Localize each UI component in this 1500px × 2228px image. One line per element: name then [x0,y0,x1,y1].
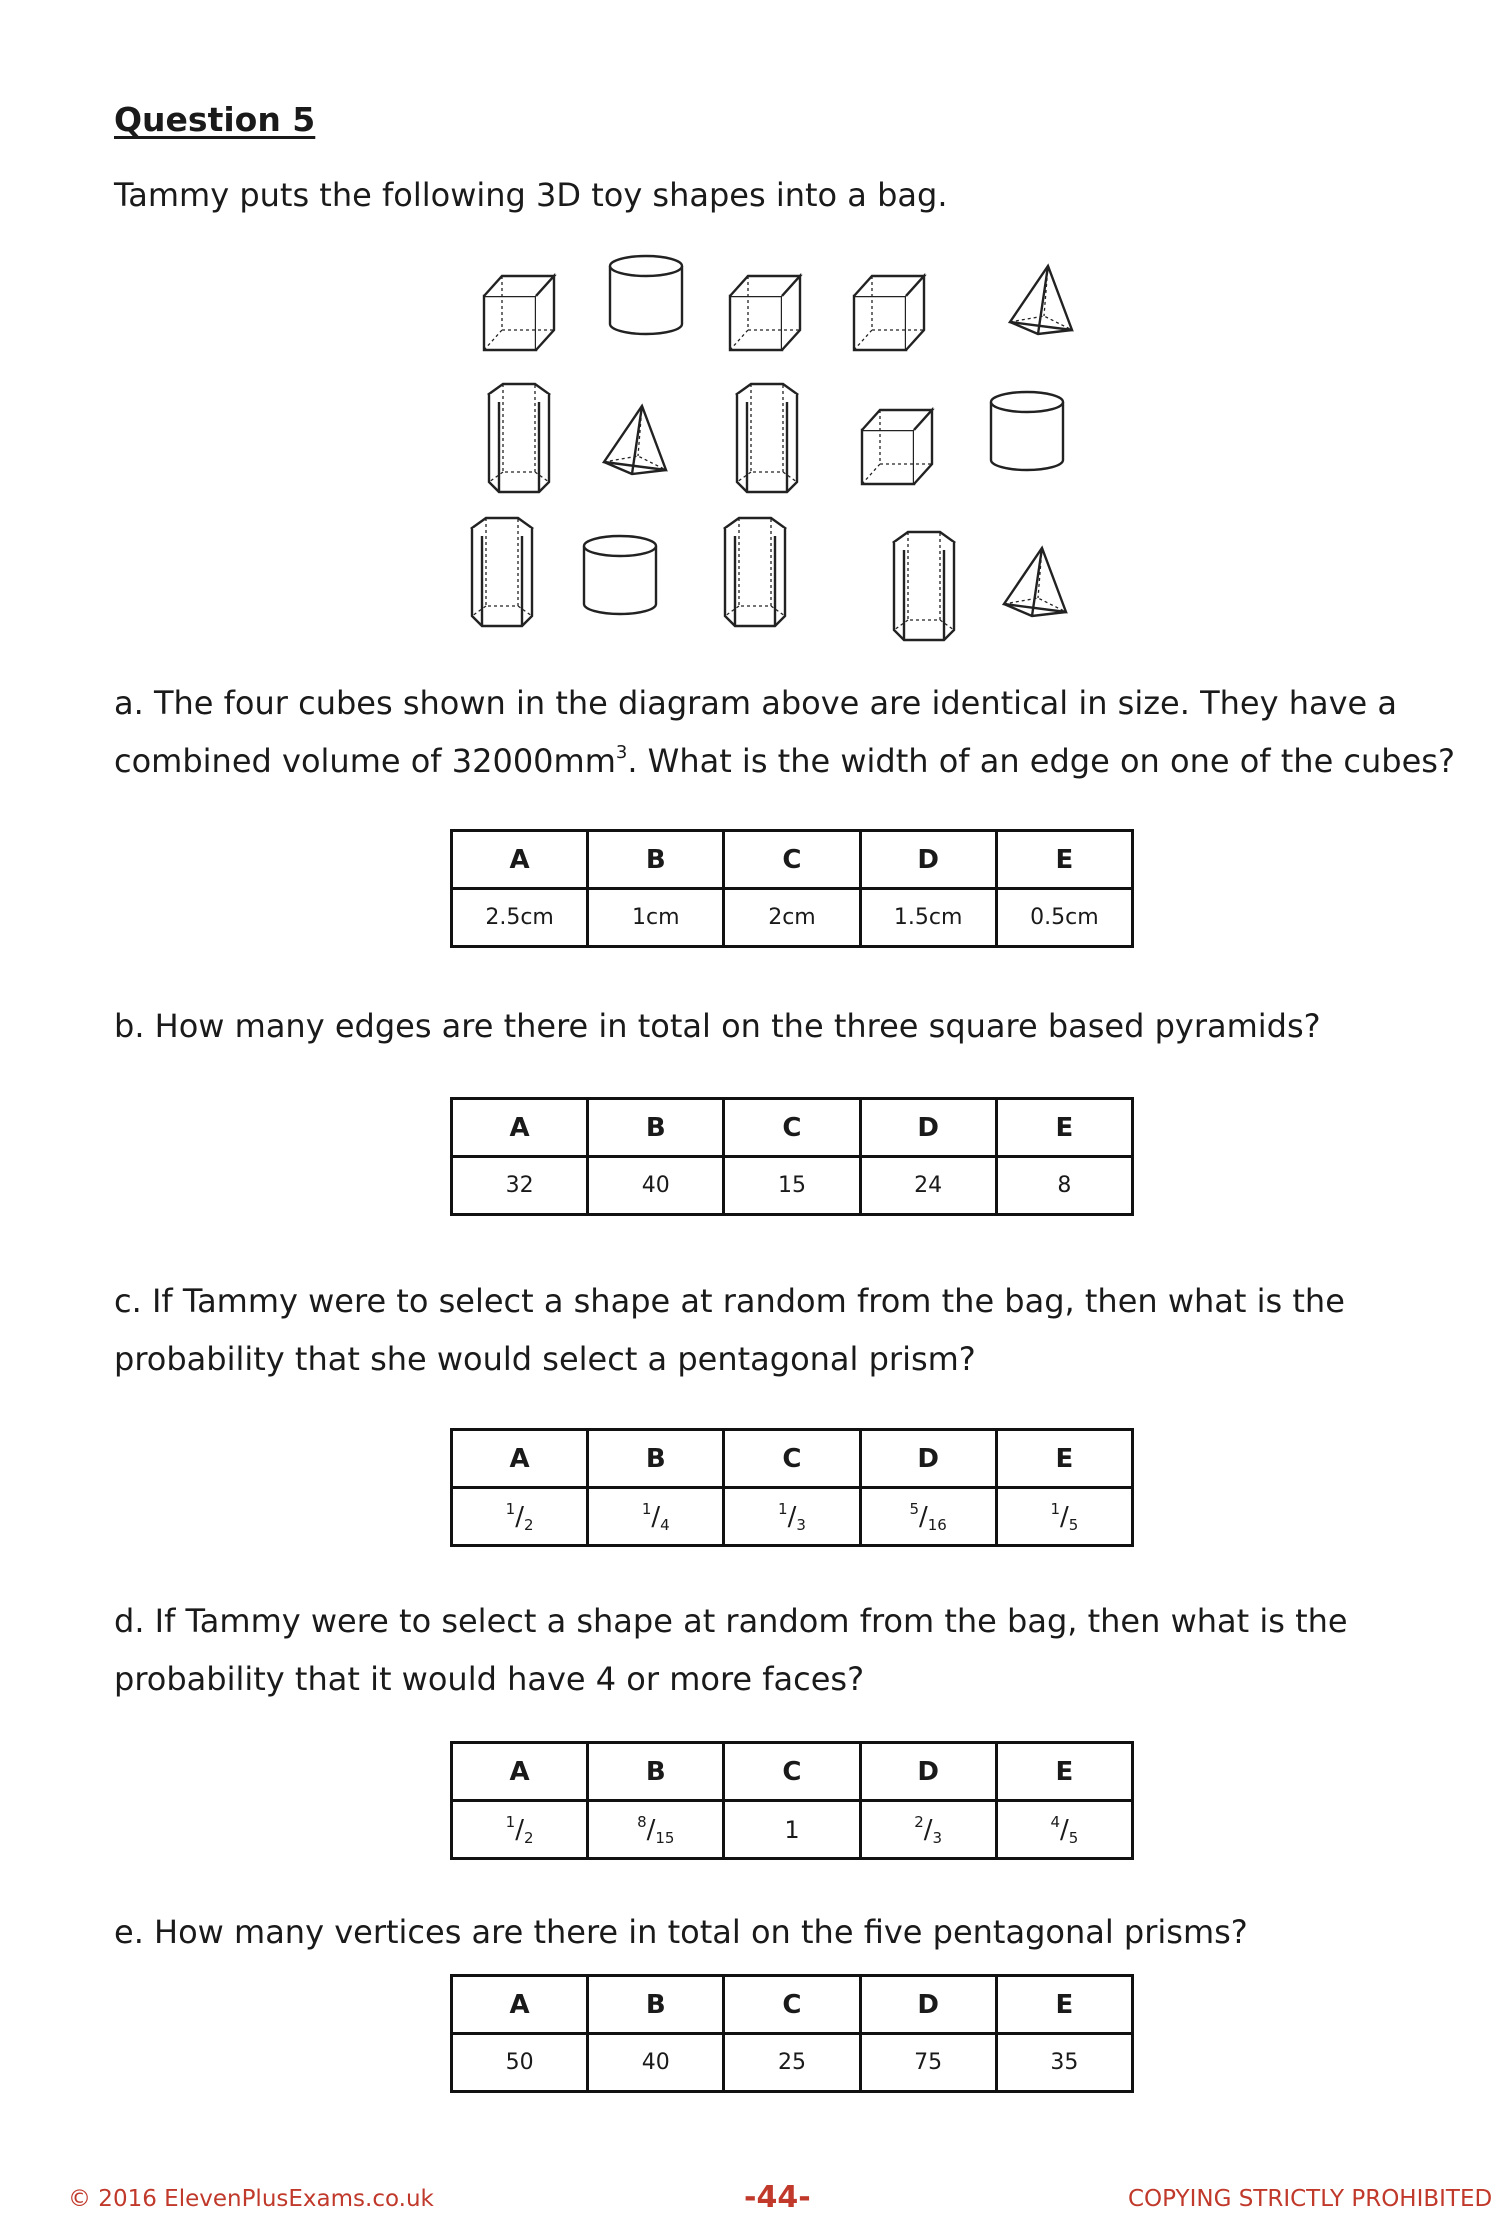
option-answer: 32 [452,1157,588,1215]
option-answer: $^1/_4$ [588,1488,724,1546]
option-answer: $^1/_5$ [996,1488,1132,1546]
option-letter: D [860,1099,996,1157]
part-d-options [450,1741,1134,1860]
pyramid-shape [1004,548,1066,616]
option-letter: C [724,1976,860,2034]
cube-shape [862,410,932,484]
part-b-line1: b. How many edges are there in total on the three square based pyramids? [114,1007,1321,1045]
part-a-question [114,674,1454,790]
option-answer: $^4/_5$ [996,1801,1132,1859]
fraction-denominator: 3 [932,1828,943,1847]
option-letter: C [724,1430,860,1488]
option-letter: D [860,831,996,889]
part-c-options [450,1428,1134,1547]
option-answer: 8 [996,1157,1132,1215]
option-answer: $^5/_{16}$ [860,1488,996,1546]
page-number: -44- [744,2180,811,2215]
pyramid-shape [1010,266,1072,334]
option-letter: E [996,1743,1132,1801]
option-letter: B [588,1743,724,1801]
option-letter: E [996,831,1132,889]
fraction-numerator: 1 [505,1812,516,1831]
option-letter: E [996,1430,1132,1488]
option-answer: 1 [724,1801,860,1859]
part-a-line2-post: . What is the width of an edge on one of the cubes? [627,742,1455,780]
fraction-numerator: 1 [1050,1499,1060,1518]
part-d-question [114,1592,1454,1708]
fraction-numerator: 1 [778,1499,788,1518]
question-title: Question 5 [114,100,316,139]
fraction-denominator: 3 [796,1515,806,1534]
option-answer: 35 [996,2034,1132,2092]
option-answer: 50 [452,2034,588,2092]
shapes-diagram [454,244,1094,644]
option-answer: 0.5cm [996,889,1132,947]
fraction-denominator: 2 [523,1828,534,1847]
part-a-superscript: 3 [615,742,628,763]
cube-shape [484,276,554,350]
part-a-line1: a. The four cubes shown in the diagram above are identical in size. They have a [114,684,1397,722]
option-letter: D [860,1743,996,1801]
part-c-line1: c. If Tammy were to select a shape at random from the bag, then what is the [114,1282,1345,1320]
pentagonal-prism-shape [472,518,532,626]
option-answer: 2cm [724,889,860,947]
option-letter: E [996,1976,1132,2034]
part-b-question [114,997,1454,1055]
part-c-line2: probability that she would select a pentagonal prism? [114,1340,976,1378]
fraction-numerator: 8 [637,1812,647,1831]
cylinder-shape [991,392,1063,470]
cylinder-shape [584,536,656,614]
cube-shape [854,276,924,350]
part-e-options [450,1974,1134,2093]
part-a-options [450,829,1134,948]
fraction-numerator: 4 [1050,1812,1060,1831]
pentagonal-prism-shape [737,384,797,492]
part-d-line1: d. If Tammy were to select a shape at random from the bag, then what is the [114,1602,1348,1640]
fraction-denominator: 15 [655,1828,675,1847]
fraction-numerator: 2 [914,1812,924,1831]
option-answer: $^2/_3$ [860,1801,996,1859]
option-answer: 40 [588,1157,724,1215]
option-letter: D [860,1976,996,2034]
pentagonal-prism-shape [894,532,954,640]
option-answer: 2.5cm [452,889,588,947]
fraction-denominator: 5 [1068,1828,1079,1847]
pentagonal-prism-shape [725,518,785,626]
option-letter: A [452,1099,588,1157]
option-letter: A [452,1976,588,2034]
fraction-numerator: 1 [505,1499,516,1518]
question-intro: Tammy puts the following 3D toy shapes into a bag. [114,176,948,214]
option-answer: 1cm [588,889,724,947]
fraction-denominator: 16 [927,1515,947,1534]
option-answer: 24 [860,1157,996,1215]
fraction-denominator: 4 [660,1515,670,1534]
part-e-question [114,1903,1454,1961]
fraction-numerator: 1 [641,1499,652,1518]
option-letter: B [588,1099,724,1157]
option-letter: C [724,1743,860,1801]
option-answer: $^8/_{15}$ [588,1801,724,1859]
option-letter: C [724,1099,860,1157]
fraction-numerator: 5 [909,1499,919,1518]
option-answer: 15 [724,1157,860,1215]
part-c-question [114,1272,1454,1388]
option-letter: A [452,1430,588,1488]
part-e-line1: e. How many vertices are there in total on the five pentagonal prisms? [114,1913,1248,1951]
option-answer: 40 [588,2034,724,2092]
footer-copyright: © 2016 ElevenPlusExams.co.uk [68,2186,434,2212]
part-d-line2: probability that it would have 4 or more faces? [114,1660,865,1698]
option-letter: D [860,1430,996,1488]
pyramid-shape [604,406,666,474]
part-a-line2-pre: combined volume of 32000mm [114,742,616,780]
fraction-denominator: 2 [523,1515,534,1534]
option-letter: E [996,1099,1132,1157]
option-answer: $^1/_2$ [452,1801,588,1859]
part-b-options [450,1097,1134,1216]
option-answer: 75 [860,2034,996,2092]
cylinder-shape [610,256,682,334]
option-answer: 25 [724,2034,860,2092]
cube-shape [730,276,800,350]
option-answer: 1.5cm [860,889,996,947]
option-answer: $^1/_3$ [724,1488,860,1546]
footer-notice: COPYING STRICTLY PROHIBITED [1128,2186,1493,2212]
option-letter: B [588,831,724,889]
fraction-denominator: 5 [1068,1515,1079,1534]
option-answer: $^1/_2$ [452,1488,588,1546]
option-letter: C [724,831,860,889]
option-letter: A [452,1743,588,1801]
pentagonal-prism-shape [489,384,549,492]
option-letter: B [588,1976,724,2034]
option-letter: A [452,831,588,889]
option-letter: B [588,1430,724,1488]
